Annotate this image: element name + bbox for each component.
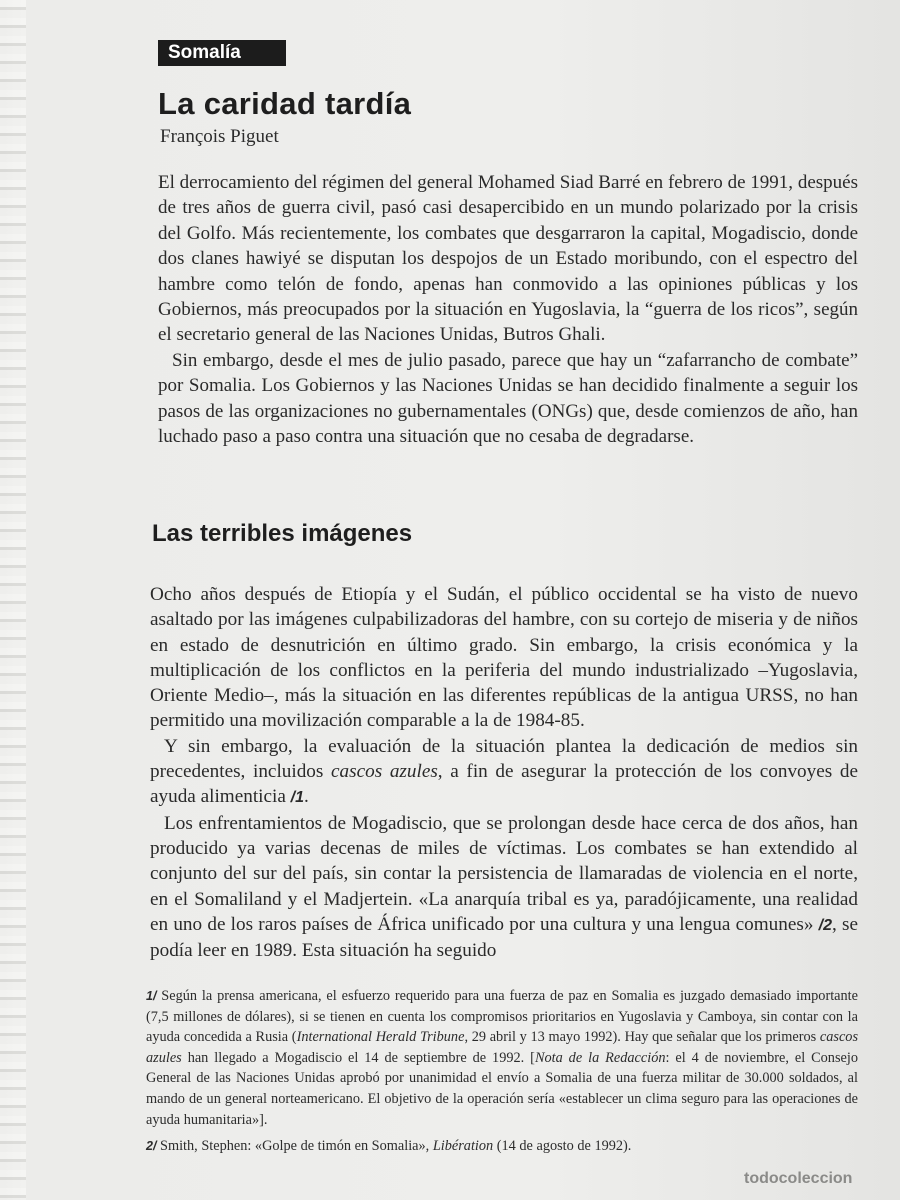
article-title: La caridad tardía xyxy=(158,86,412,121)
section-paragraph-1: Ocho años después de Etiopía y el Sudán, el público occidental se ha visto de nuevo asaltado por las imágenes culpabilizadoras del hambre, con su cortejo de miseria y de niños en estado de desnutrición en último grado. Sin embargo, la crisis económica y la multiplicación de los conflictos en la periferia del mundo industrializado –Yugoslavia, Oriente Medio–, más la situación en las diferentes repúblicas de la antigua URSS, no han permitido una movilización comparable a la de 1984-85. xyxy=(150,584,858,732)
text-run: . xyxy=(304,786,309,808)
italic-text: International Herald Tribune xyxy=(296,1029,465,1046)
text-run: , 29 abril y 13 mayo 1992). Hay que señalar que los primeros xyxy=(464,1029,820,1046)
section-heading: Las terribles imágenes xyxy=(152,520,413,547)
intro-paragraph-1: El derrocamiento del régimen del general Mohamed Siad Barré en febrero de 1991, después de tres años de guerra civil, pasó casi desapercibido en un mundo polarizado por la crisis del Golfo. Más recientemente, los combates que desgarraron la capital, Mogadiscio, donde dos clanes hawiyé se disputan los despojos de un Estado moribundo, con el espectro del hambre como telón de fondo, apenas han conmovido a las opiniones públicas y los Gobiernos, más preocupados por la situación en Yugoslavia, la “guerra de los ricos”, según el secretario general de las Naciones Unidas, Butros Ghali. xyxy=(158,172,858,346)
footnote-1 xyxy=(146,986,858,1130)
footnote-ref-1[interactable]: /1 xyxy=(290,789,304,807)
watermark-logo: todocoleccion xyxy=(744,1170,853,1187)
footnote-2 xyxy=(146,1136,858,1157)
text-run: Los enfrentamientos de Mogadiscio, que se prolongan desde hace cerca de dos años, han producido ya varias decenas de miles de víctimas. Los combates se han extendido al conjunto del sur del país, sin contar la persistencia de llamaradas de violencia en el norte, en el Somaliland y el Madjertein. «La anarquía tribal es ya, paradójicamente, una realidad en uno de los raros países de África unificado por una cultura y una lengua comunes» xyxy=(150,812,858,935)
intro-paragraph-2: Sin embargo, desde el mes de julio pasado, parece que hay un “zafarrancho de combate” por Somalia. Los Gobiernos y las Naciones Unidas se han decidido finalmente a seguir los pasos de las organizaciones no gubernamentales (ONGs) que, desde comienzos de año, han luchado paso a paso contra una situación que no cesaba de degradarse. xyxy=(158,349,858,448)
article-author: François Piguet xyxy=(160,126,279,147)
italic-text: Nota de la Redacción xyxy=(534,1049,666,1066)
intro-text xyxy=(158,170,858,449)
section-text xyxy=(150,582,858,963)
text-run: Según la prensa americana, el esfuerzo requerido para una fuerza de paz en Somalia es juzgado demasiado importante (7,5 millones de dólares), si se tienen en cuenta los compromisos prioritarios en Yugoslavia y Camboya, sin contar con la ayuda concedida a Rusia ( xyxy=(146,988,858,1046)
italic-text: cascos azules xyxy=(331,761,438,783)
italic-text: Libération xyxy=(432,1138,494,1155)
text-run: han llegado a Mogadiscio el 14 de septiembre de 1992. [ xyxy=(181,1049,535,1066)
section-tag: Somalía xyxy=(158,40,286,66)
torn-page-edge xyxy=(0,0,26,1200)
text-run: (14 de agosto de 1992). xyxy=(493,1138,632,1155)
footnote-ref-2[interactable]: /2 xyxy=(818,916,832,934)
section-paragraph-2 xyxy=(150,734,858,811)
italic-text: cascos azules xyxy=(146,1029,859,1066)
text-run: Y sin embargo, la evaluación de la situación plantea la dedicación de medios sin precedentes, incluidos xyxy=(150,735,858,783)
footnote-2-marker: 2/ xyxy=(146,1139,157,1154)
text-run: Smith, Stephen: «Golpe de timón en Somalia», xyxy=(156,1138,433,1155)
footnotes xyxy=(146,986,858,1157)
section-paragraph-3 xyxy=(150,811,858,964)
footnote-1-marker: 1/ xyxy=(146,989,157,1003)
text-run: , a fin de asegurar la protección de los convoyes de ayuda alimenticia xyxy=(150,761,858,808)
text-run: , se podía leer en 1989. Esta situación ha seguido xyxy=(150,913,858,962)
text-run: : el 4 de noviembre, el Consejo General de las Naciones Unidas aprobó por unanimidad el envío a Somalia de una fuerza militar de 30.000 soldados, al mando de un general norteamericano. El objetivo de la operación sería «establecer un clima seguro para las operaciones de ayuda humanitaria»]. xyxy=(146,1049,858,1128)
